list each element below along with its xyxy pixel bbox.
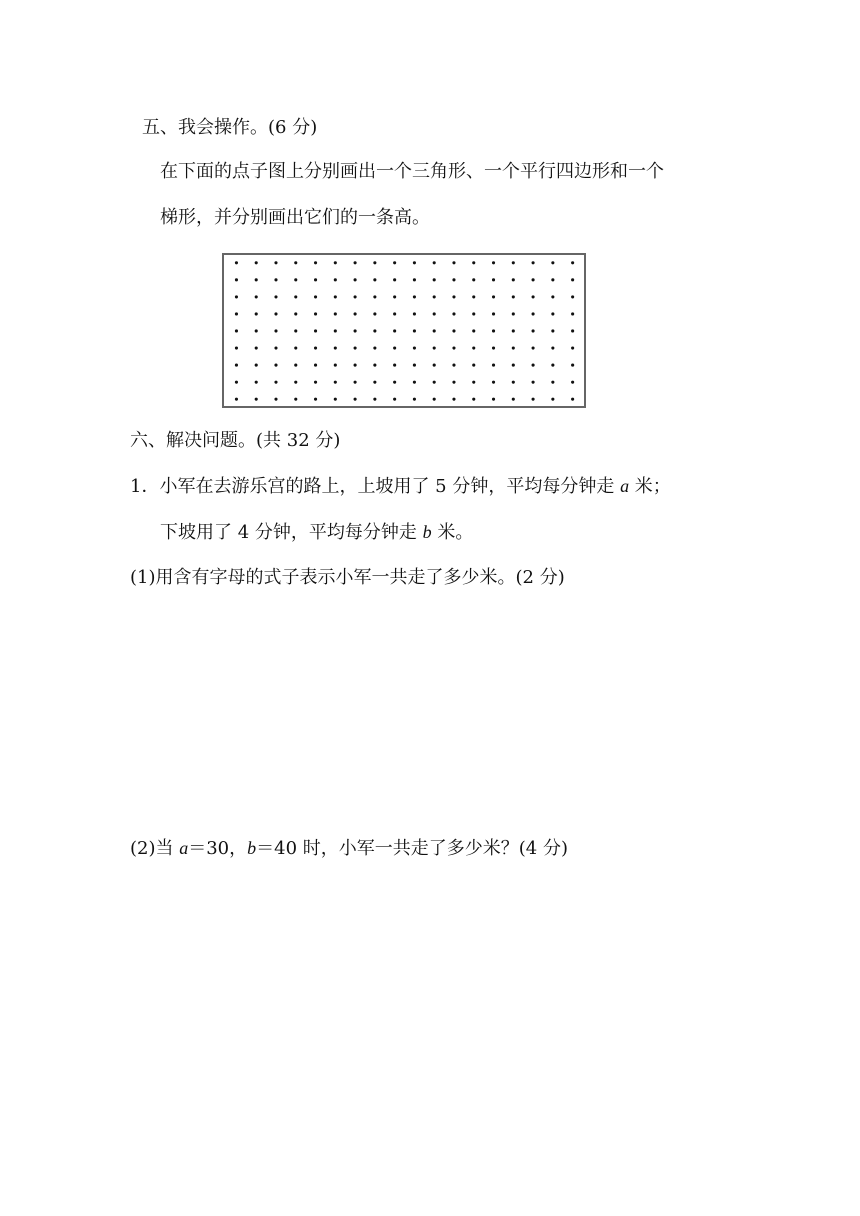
question-1-part-1: (1)用含有字母的式子表示小军一共走了多少米。(2 分) bbox=[130, 567, 565, 588]
grid-dot bbox=[235, 312, 238, 315]
grid-dot bbox=[294, 398, 297, 401]
grid-dot bbox=[512, 329, 515, 332]
grid-dot bbox=[472, 261, 475, 264]
grid-dot bbox=[274, 261, 277, 264]
grid-dot bbox=[235, 381, 238, 384]
grid-dot bbox=[393, 261, 396, 264]
question-1-part-2 bbox=[130, 836, 568, 861]
grid-dot bbox=[413, 312, 416, 315]
grid-dot bbox=[373, 346, 376, 349]
grid-dot bbox=[532, 364, 535, 367]
grid-dot bbox=[314, 329, 317, 332]
grid-dot bbox=[551, 261, 554, 264]
grid-dot bbox=[274, 381, 277, 384]
grid-dot bbox=[354, 261, 357, 264]
grid-dot bbox=[294, 261, 297, 264]
question-1-text-b: 米； bbox=[629, 476, 671, 497]
grid-dot bbox=[452, 398, 455, 401]
grid-dot bbox=[334, 312, 337, 315]
grid-dot bbox=[571, 295, 574, 298]
grid-dot bbox=[255, 329, 258, 332]
question-1-text-c: 下坡用了 4 分钟，平均每分钟走 bbox=[160, 522, 423, 543]
grid-dot bbox=[512, 261, 515, 264]
grid-dot bbox=[492, 364, 495, 367]
grid-dot bbox=[235, 295, 238, 298]
grid-dot bbox=[472, 295, 475, 298]
grid-dot bbox=[393, 381, 396, 384]
section-5-instruction-line-2: 梯形，并分别画出它们的一条高。 bbox=[160, 207, 430, 228]
question-1-line-2 bbox=[160, 520, 473, 545]
grid-dot bbox=[571, 261, 574, 264]
grid-dot bbox=[413, 346, 416, 349]
grid-dot bbox=[235, 346, 238, 349]
grid-dot bbox=[433, 346, 436, 349]
grid-dot bbox=[512, 312, 515, 315]
section-5-title: 五、我会操作。(6 分) bbox=[142, 117, 318, 138]
grid-dot bbox=[314, 261, 317, 264]
grid-dot bbox=[274, 312, 277, 315]
grid-dot bbox=[314, 346, 317, 349]
grid-dot bbox=[433, 398, 436, 401]
grid-dot bbox=[393, 329, 396, 332]
grid-dot bbox=[354, 278, 357, 281]
grid-dot bbox=[571, 278, 574, 281]
question-1-text-d: 米。 bbox=[431, 522, 474, 543]
grid-dot bbox=[512, 364, 515, 367]
grid-dot bbox=[413, 278, 416, 281]
grid-dot bbox=[512, 295, 515, 298]
grid-dot bbox=[294, 364, 297, 367]
grid-dot bbox=[512, 398, 515, 401]
grid-dot bbox=[255, 295, 258, 298]
grid-dot bbox=[512, 346, 515, 349]
grid-dot bbox=[452, 295, 455, 298]
grid-dot bbox=[551, 364, 554, 367]
grid-dot bbox=[571, 398, 574, 401]
grid-dot bbox=[472, 346, 475, 349]
grid-dot bbox=[393, 346, 396, 349]
grid-dot bbox=[413, 295, 416, 298]
grid-dot bbox=[373, 312, 376, 315]
grid-dot bbox=[235, 278, 238, 281]
grid-dot bbox=[294, 381, 297, 384]
grid-dot bbox=[551, 295, 554, 298]
grid-dot bbox=[393, 312, 396, 315]
grid-dot bbox=[255, 278, 258, 281]
grid-dot bbox=[532, 278, 535, 281]
question-1-line-1 bbox=[130, 474, 671, 499]
grid-dot bbox=[255, 312, 258, 315]
grid-dot bbox=[433, 364, 436, 367]
grid-dot bbox=[235, 261, 238, 264]
grid-dot bbox=[452, 364, 455, 367]
grid-dot bbox=[274, 329, 277, 332]
grid-dot bbox=[235, 364, 238, 367]
grid-dot bbox=[354, 398, 357, 401]
grid-dot bbox=[571, 364, 574, 367]
grid-dot bbox=[532, 312, 535, 315]
grid-dot bbox=[274, 364, 277, 367]
grid-dot bbox=[492, 295, 495, 298]
question-1-text-a: 1．小军在去游乐宫的路上，上坡用了 5 分钟，平均每分钟走 bbox=[130, 476, 621, 497]
grid-dot bbox=[294, 295, 297, 298]
grid-dot bbox=[235, 398, 238, 401]
grid-dot bbox=[294, 278, 297, 281]
grid-dot bbox=[393, 398, 396, 401]
grid-dot bbox=[373, 261, 376, 264]
grid-dot bbox=[314, 295, 317, 298]
grid-dot bbox=[354, 312, 357, 315]
grid-dot bbox=[413, 381, 416, 384]
part-2-text-c: ＝40 时，小军一共走了多少米？(4 分) bbox=[256, 838, 568, 859]
grid-dot bbox=[472, 312, 475, 315]
variable-b: b bbox=[422, 522, 432, 542]
grid-dot bbox=[354, 329, 357, 332]
grid-dot bbox=[393, 278, 396, 281]
grid-dot bbox=[413, 398, 416, 401]
grid-dot bbox=[373, 364, 376, 367]
grid-dot bbox=[373, 381, 376, 384]
grid-dot bbox=[294, 346, 297, 349]
grid-dot bbox=[373, 398, 376, 401]
grid-dot bbox=[512, 381, 515, 384]
part-2-variable-b: b bbox=[247, 838, 257, 858]
grid-dot bbox=[492, 278, 495, 281]
grid-dot bbox=[532, 329, 535, 332]
grid-dot bbox=[433, 295, 436, 298]
grid-dot bbox=[314, 398, 317, 401]
grid-dot bbox=[393, 295, 396, 298]
part-2-text-a: (2)当 bbox=[130, 838, 180, 859]
grid-dot bbox=[472, 381, 475, 384]
grid-dot bbox=[433, 261, 436, 264]
grid-dot bbox=[433, 312, 436, 315]
grid-dot bbox=[551, 398, 554, 401]
grid-dot bbox=[255, 261, 258, 264]
grid-dot bbox=[551, 381, 554, 384]
grid-dot bbox=[334, 398, 337, 401]
grid-dot bbox=[334, 329, 337, 332]
grid-dot bbox=[314, 364, 317, 367]
grid-dot bbox=[512, 278, 515, 281]
section-5-instruction-line-1: 在下面的点子图上分别画出一个三角形、一个平行四边形和一个 bbox=[160, 161, 664, 182]
grid-dot bbox=[413, 261, 416, 264]
grid-dot bbox=[472, 278, 475, 281]
grid-dot bbox=[571, 329, 574, 332]
grid-dot bbox=[354, 381, 357, 384]
grid-dot bbox=[314, 312, 317, 315]
grid-dot bbox=[255, 346, 258, 349]
grid-dot bbox=[334, 295, 337, 298]
grid-dot bbox=[433, 381, 436, 384]
grid-dot bbox=[294, 312, 297, 315]
grid-dot bbox=[532, 398, 535, 401]
grid-dot bbox=[472, 364, 475, 367]
grid-dot bbox=[354, 364, 357, 367]
part-2-variable-a: a bbox=[179, 838, 189, 858]
grid-dot bbox=[354, 295, 357, 298]
grid-dot bbox=[452, 261, 455, 264]
grid-dot bbox=[571, 312, 574, 315]
grid-dot bbox=[413, 329, 416, 332]
grid-dot bbox=[551, 346, 554, 349]
grid-dot bbox=[294, 329, 297, 332]
part-2-text-b: ＝30， bbox=[188, 838, 248, 859]
grid-dot bbox=[274, 398, 277, 401]
grid-dot bbox=[373, 329, 376, 332]
grid-dot bbox=[274, 278, 277, 281]
section-6-title: 六、解决问题。(共 32 分) bbox=[130, 430, 341, 451]
grid-dot bbox=[433, 278, 436, 281]
grid-dot bbox=[373, 278, 376, 281]
grid-dot bbox=[571, 381, 574, 384]
grid-dot bbox=[492, 346, 495, 349]
grid-dot bbox=[532, 346, 535, 349]
grid-dot bbox=[373, 295, 376, 298]
dot-grid[interactable] bbox=[222, 253, 586, 408]
grid-dot bbox=[452, 312, 455, 315]
grid-dot bbox=[472, 329, 475, 332]
grid-dot bbox=[334, 346, 337, 349]
grid-dot bbox=[433, 329, 436, 332]
grid-dot bbox=[314, 278, 317, 281]
grid-dot bbox=[452, 381, 455, 384]
grid-dot bbox=[393, 364, 396, 367]
grid-dot bbox=[314, 381, 317, 384]
grid-dot bbox=[334, 381, 337, 384]
grid-dot bbox=[532, 381, 535, 384]
grid-dot bbox=[354, 346, 357, 349]
grid-dot bbox=[334, 364, 337, 367]
grid-dot bbox=[492, 329, 495, 332]
grid-dot bbox=[532, 261, 535, 264]
grid-dot bbox=[571, 346, 574, 349]
grid-dot bbox=[551, 329, 554, 332]
grid-dot bbox=[532, 295, 535, 298]
grid-dot bbox=[255, 364, 258, 367]
grid-dot bbox=[452, 346, 455, 349]
grid-dot bbox=[274, 295, 277, 298]
grid-dot bbox=[334, 278, 337, 281]
grid-dot bbox=[255, 398, 258, 401]
grid-dot bbox=[492, 398, 495, 401]
grid-dot bbox=[551, 278, 554, 281]
grid-dot bbox=[452, 329, 455, 332]
grid-dot bbox=[492, 312, 495, 315]
grid-dot bbox=[235, 329, 238, 332]
variable-a: a bbox=[620, 476, 630, 496]
grid-dot bbox=[492, 381, 495, 384]
grid-dot bbox=[551, 312, 554, 315]
grid-dot bbox=[255, 381, 258, 384]
grid-dot bbox=[274, 346, 277, 349]
grid-dot bbox=[472, 398, 475, 401]
grid-dot bbox=[492, 261, 495, 264]
grid-dot bbox=[452, 278, 455, 281]
grid-dot bbox=[413, 364, 416, 367]
grid-dot bbox=[334, 261, 337, 264]
